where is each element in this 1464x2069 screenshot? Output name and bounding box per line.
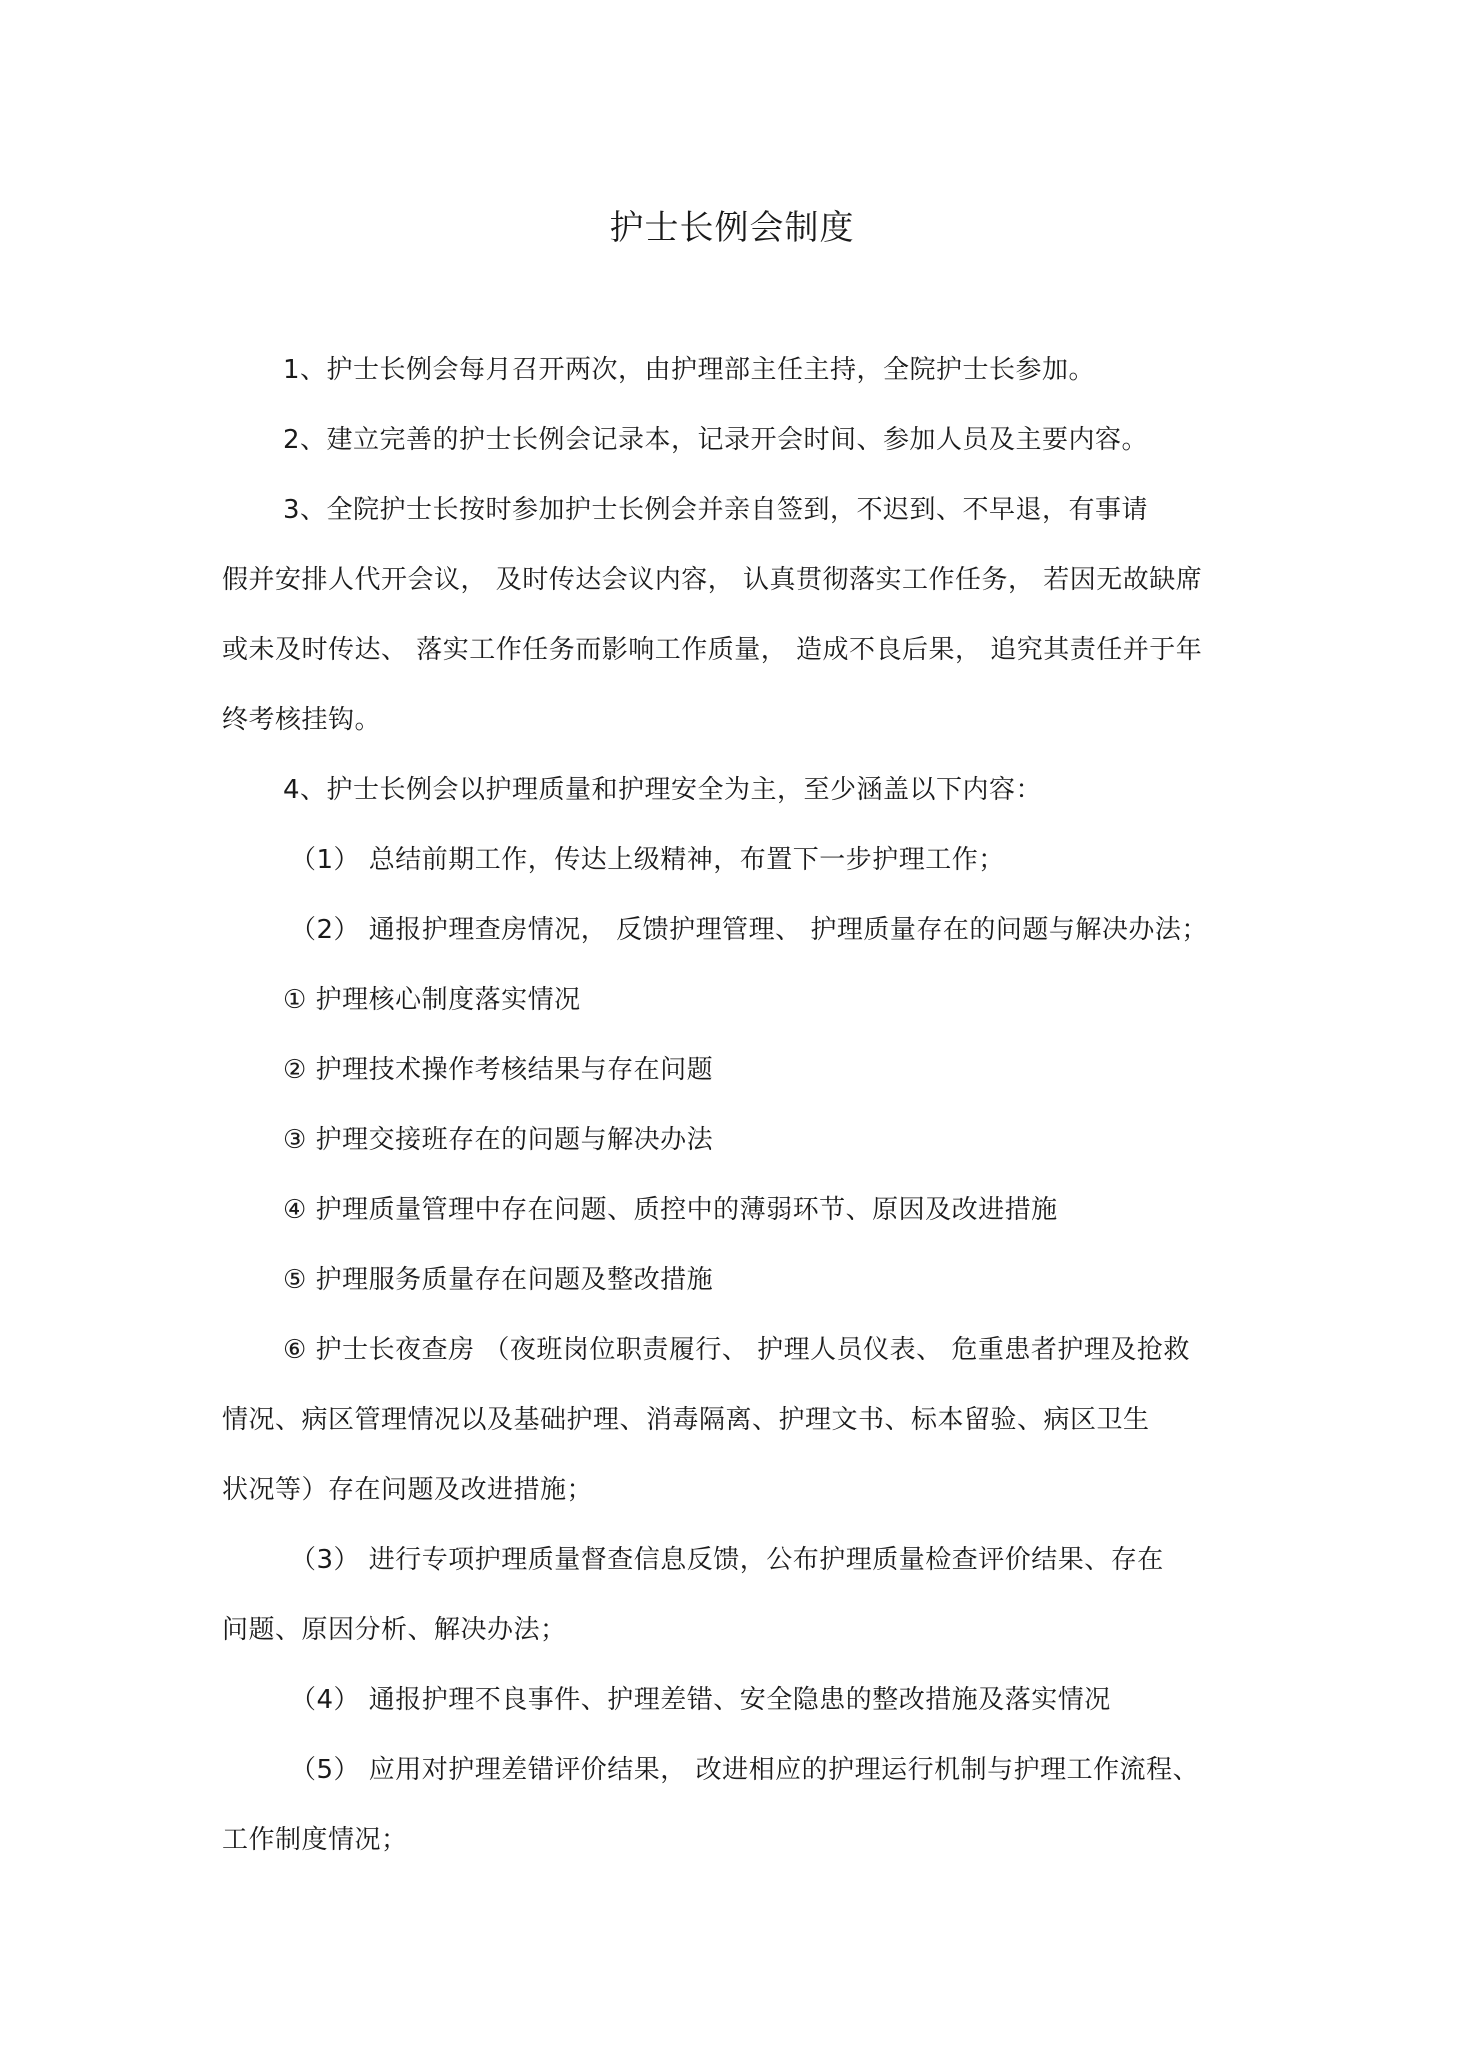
line-item-4: 4、护士长例会以护理质量和护理安全为主，至少涵盖以下内容：: [283, 775, 1043, 805]
line-sub-4: （4） 通报护理不良事件、护理差错、安全隐患的整改措施及落实情况: [290, 1685, 1111, 1715]
line-circle-5: ⑤ 护理服务质量存在问题及整改措施: [283, 1265, 714, 1295]
line-sub-3-cont: 问题、原因分析、解决办法；: [222, 1615, 567, 1645]
document-title: 护士长例会制度: [609, 208, 855, 248]
line-item-3: 3、全院护士长按时参加护士长例会并亲自签到，不迟到、不早退，有事请: [283, 495, 1149, 525]
line-circle-2: ② 护理技术操作考核结果与存在问题: [283, 1055, 714, 1085]
line-sub-5: （5） 应用对护理差错评价结果， 改进相应的护理运行机制与护理工作流程、: [290, 1755, 1200, 1785]
line-item-2: 2、建立完善的护士长例会记录本，记录开会时间、参加人员及主要内容。: [283, 425, 1149, 455]
line-sub-1: （1） 总结前期工作，传达上级精神，布置下一步护理工作；: [290, 845, 1005, 875]
line-sub-3: （3） 进行专项护理质量督查信息反馈，公布护理质量检查评价结果、存在: [290, 1545, 1164, 1575]
line-circle-4: ④ 护理质量管理中存在问题、质控中的薄弱环节、原因及改进措施: [283, 1195, 1058, 1225]
line-circle-1: ① 护理核心制度落实情况: [283, 985, 581, 1015]
line-item-3-cont-3: 终考核挂钩。: [222, 705, 382, 735]
line-sub-5-cont: 工作制度情况；: [222, 1825, 408, 1855]
line-circle-6: ⑥ 护士长夜查房 （夜班岗位职责履行、 护理人员仪表、 危重患者护理及抢救: [283, 1335, 1190, 1365]
line-circle-6-cont-1: 情况、病区管理情况以及基础护理、消毒隔离、护理文书、标本留验、病区卫生: [222, 1405, 1150, 1435]
line-item-3-cont-1: 假并安排人代开会议， 及时传达会议内容， 认真贯彻落实工作任务， 若因无故缺席: [222, 565, 1203, 595]
line-sub-2: （2） 通报护理查房情况， 反馈护理管理、 护理质量存在的问题与解决办法；: [290, 915, 1208, 945]
line-circle-3: ③ 护理交接班存在的问题与解决办法: [283, 1125, 714, 1155]
line-circle-6-cont-2: 状况等）存在问题及改进措施；: [222, 1475, 594, 1505]
line-item-1: 1、护士长例会每月召开两次，由护理部主任主持，全院护士长参加。: [283, 355, 1096, 385]
line-item-3-cont-2: 或未及时传达、 落实工作任务而影响工作质量， 造成不良后果， 追究其责任并于年: [222, 635, 1203, 665]
